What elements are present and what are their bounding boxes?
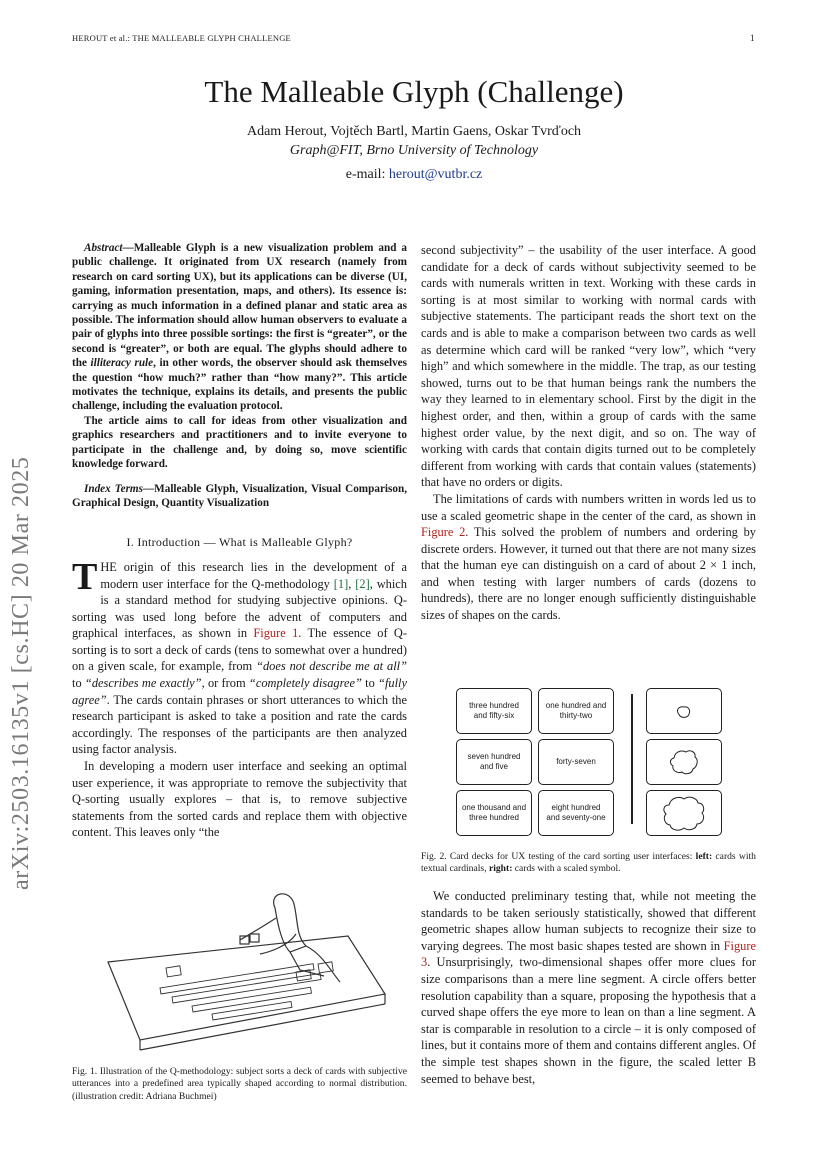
figure-link[interactable]: Figure 3 [421, 938, 756, 970]
citation-link[interactable]: [2] [355, 576, 370, 591]
authors: Adam Herout, Vojtěch Bartl, Martin Gaens, Oskar Tvrďoch [246, 124, 582, 139]
abstract-paragraph-2: The article aims to call for ideas from other visualization and graphics researchers and practitioners and to invite everyone to participate in the challenge and, by doing so, move scientific knowledge forward. [72, 414, 407, 471]
figure-2 [453, 688, 723, 828]
number-card: one thousand and three hundred [456, 790, 532, 836]
email-label: e-mail: [345, 167, 386, 182]
index-terms: Index Terms—Malleable Glyph, Visualization, Visual Comparison, Graphical Design, Quantity Visualization [72, 482, 407, 509]
intro-paragraph-2: In developing a modern user interface and seeking an optimal user experience, it was appropriate to remove the subjectivity that Q-sorting usually explores – that is, to remove subjective statements from the sorted cards and replace them with objective content. This leaves only “the [72, 759, 407, 840]
shape-card [646, 790, 722, 836]
figure-2-caption: Fig. 2. Card decks for UX testing of the card sorting user interfaces: left: cards with textual cardinals, right: cards with a scaled symbol. [421, 851, 756, 875]
page-number: 1 [750, 33, 755, 43]
abstract-label: Abstract [84, 242, 123, 254]
number-card: forty-seven [538, 739, 614, 785]
intro-paragraph-1: THE origin of this research lies in the development of a modern user interface for the Q-methodology [1], [2], which is a standard method for studying subjective opinions. Q-sorting was used long before the advent of computers and graphical interfaces, as shown in Figure 1. The essence of Q-sorting is to sort a deck of cards (tens to somewhat over a hundred) on a given scale, for example, from “does not describe me at all” to “describes me exactly”, or from “completely disagree” to “fully agree”. The cards contain phrases or short utterances to which the research participant is asked to take a position and rate the cards accordingly. The responses of the participants are then analyzed using factor analysis. [72, 555, 408, 757]
shape-card [646, 688, 722, 734]
arxiv-stamp: arXiv:2503.16135v1 [cs.HC] 20 Mar 2025 [8, 456, 34, 890]
blob-icon [647, 689, 721, 733]
email-link[interactable]: herout@vutbr.cz [388, 167, 483, 182]
right-column-top [421, 242, 756, 624]
number-card: seven hundred and five [456, 739, 532, 785]
abstract-paragraph-1: Abstract—Malleable Glyph is a new visualization problem and a public challenge. It originated from UX research (namely from research on card sorting UX), but its applications can be diverse (UI, gaming, information presentation, maps, and others). Its essence is: carrying as much information in a defined planar and static area as possible. The information should allow human observers to evaluate a pair of glyphs into three possible sortings: the first is “greater”, or the second is “greater”, or both are equal. The glyphs should adhere to the illiteracy rule, in other words, the observer should ask themselves the question “how much?” rather than “how many?”. This article motivates the technique, explains its details, and presents the public challenge, including the evaluation protocol. [72, 242, 407, 413]
figure-link[interactable]: Figure 1 [253, 626, 299, 641]
right-paragraph-2: The limitations of cards with numbers written in words led us to use a scaled geometric shape in the center of the card, as shown in Figure 2. This solved the problem of numbers and ordering by discrete orders. However, it turned out that there are not many sizes that the human eye can distinguish on a card of about 2 × 1 inch, and when testing with larger numbers of cards (dozens to hundreds), there are no longer enough sufficiently distinguishable sizes of shapes on the cards. [421, 491, 756, 623]
right-paragraph-1: second subjectivity” – the usability of the user interface. A good candidate for a deck of cards without subjectivity seemed to be cards with numerals written in text. Working with these cards in sorting is at most similar to working with normal cards with subjective statements. The participant reads the short text on the cards and is able to make a comparison between two cards as well as determine which card will be ranked “very low”, which “very high” and which somewhere in the middle. The trap, as our testing showed, turns out to be that human beings rank the numbers the way they learned to in elementary school. First by the digit in the highest order, and then, within a group of cards with the same highest order value, by the next digit, and so on. The way of working with cards that contain digits turned out to be completely different from working with cards that contain values (statements) that have no orders or digits. [421, 243, 756, 490]
figure-1-caption: Fig. 1. Illustration of the Q-methodology: subject sorts a deck of cards with subjective utterances into a predefined area typically shaped according to normal distribution. (illustration credit: Adriana Buchmei) [72, 1066, 407, 1102]
section-heading: I. Introduction — What is Malleable Glyph? [126, 535, 353, 550]
figure-link[interactable]: Figure 2 [421, 525, 466, 540]
right-column-bottom [421, 888, 756, 1087]
q-sort-illustration [100, 890, 400, 1055]
shape-card [646, 739, 722, 785]
citation-link[interactable]: [1] [333, 576, 349, 591]
paper-title: The Malleable Glyph (Challenge) [204, 74, 624, 109]
affiliation: Graph@FIT, Brno University of Technology [289, 143, 539, 158]
divider [631, 694, 633, 824]
running-head: HEROUT et al.: THE MALLEABLE GLYPH CHALLENGE [72, 33, 291, 43]
blob-icon [647, 740, 721, 784]
blob-icon [647, 791, 721, 835]
number-card: three hundred and fifty-six [456, 688, 532, 734]
number-card: one hundred and thirty-two [538, 688, 614, 734]
left-column [72, 241, 407, 841]
right-paragraph-3: We conducted preliminary testing that, while not meeting the standards to be taken seriously statistically, showed that different geometric shapes allow human subjects to recognize their size to varying degrees. The most basic shapes tested are shown in Figure 3. Unsurprisingly, two-dimensional shapes offer more clues for size comparisons than a mere line segment. A circle offers better resolution capability than a square, proposing the hypothesis that a curved shape offers the eye more to lean on than a line segment. A star is comparable in resolution to a circle – it is only composed of lines, but it contains more of them and contains different angles. Of the simple test shapes shown in the figure, the scaled letter B seemed to behave best, [421, 889, 756, 1086]
email-line [0, 167, 828, 183]
drop-cap: T [72, 555, 98, 598]
index-terms-label: Index Terms [84, 482, 143, 495]
number-card: eight hundred and seventy-one [538, 790, 614, 836]
